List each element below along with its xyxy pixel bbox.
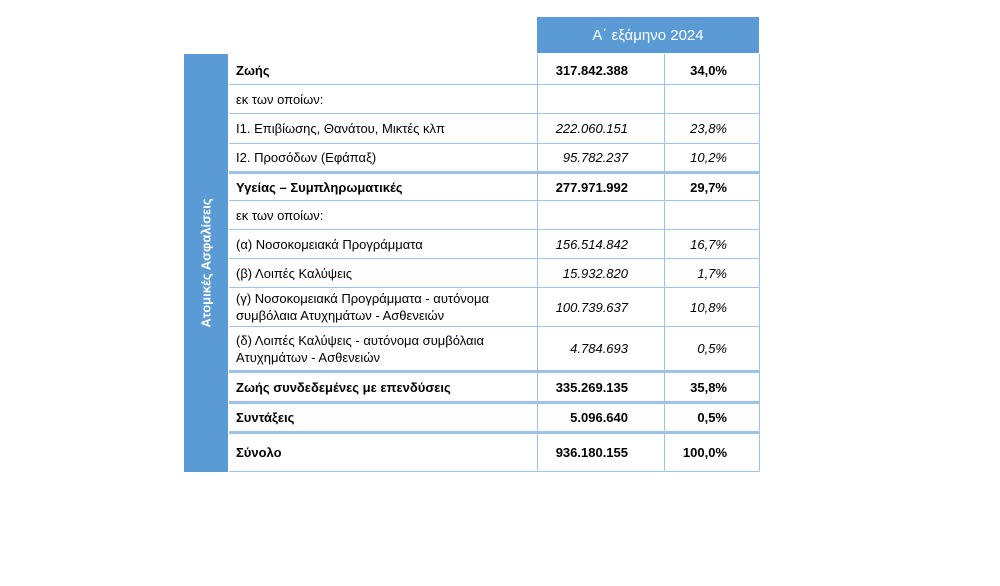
row-label: (β) Λοιπές Καλύψεις bbox=[236, 265, 353, 281]
row-value: 100.739.637 bbox=[555, 299, 628, 315]
table-row bbox=[229, 230, 759, 258]
row-value: 936.180.155 bbox=[555, 445, 628, 460]
total-row bbox=[229, 434, 759, 471]
table-row bbox=[229, 85, 759, 113]
row-label: εκ των οποίων: bbox=[236, 207, 324, 223]
row-label: Σύνολο bbox=[236, 445, 282, 460]
row-percent: 23,8% bbox=[690, 121, 727, 136]
row-percent: 10,2% bbox=[690, 150, 727, 165]
row-value: 156.514.842 bbox=[555, 236, 628, 252]
table-row bbox=[229, 327, 759, 370]
row-percent: 100,0% bbox=[682, 445, 727, 460]
table-row bbox=[229, 144, 759, 171]
row-label: Ζωής bbox=[236, 62, 270, 78]
row-label: Υγείας – Συμπληρωματικές bbox=[236, 179, 403, 195]
row-value: 277.971.992 bbox=[555, 179, 628, 195]
category-label: Ατομικές Ασφαλίσεις bbox=[198, 198, 214, 328]
row-value: 5.096.640 bbox=[570, 410, 628, 425]
row-value: 335.269.135 bbox=[555, 379, 628, 395]
period-header: Α΄ εξάμηνο 2024 bbox=[537, 17, 759, 53]
row-value: 4.784.693 bbox=[570, 341, 628, 356]
table-row bbox=[229, 56, 759, 84]
row-percent: 16,7% bbox=[690, 236, 727, 252]
row-value: 222.060.151 bbox=[555, 121, 628, 136]
table-row bbox=[229, 404, 759, 431]
table-row bbox=[229, 201, 759, 229]
row-label: Ι2. Προσόδων (Εφάπαξ) bbox=[236, 150, 377, 165]
row-percent: 0,5% bbox=[697, 410, 727, 425]
row-label: Συντάξεις bbox=[236, 410, 295, 425]
row-label: (α) Νοσοκομειακά Προγράμματα bbox=[236, 236, 423, 252]
row-percent: 1,7% bbox=[697, 265, 727, 281]
table-row bbox=[229, 259, 759, 287]
row-value: 15.932.820 bbox=[562, 265, 628, 281]
row-label: Ι1. Επιβίωσης, Θανάτου, Μικτές κλπ bbox=[236, 121, 446, 136]
table-row bbox=[229, 114, 759, 143]
category-sidebar bbox=[184, 54, 228, 472]
table-row bbox=[229, 373, 759, 401]
row-divider bbox=[229, 471, 759, 472]
row-label: (δ) Λοιπές Καλύψεις - αυτόνομα συμβόλαια Ατυχημάτων - Ασθενειών bbox=[236, 332, 484, 365]
table-row bbox=[229, 288, 759, 326]
row-percent: 35,8% bbox=[690, 379, 727, 395]
row-value: 317.842.388 bbox=[555, 62, 628, 78]
row-percent: 10,8% bbox=[690, 299, 727, 315]
row-label: εκ των οποίων: bbox=[236, 91, 324, 107]
row-value: 95.782.237 bbox=[562, 150, 628, 165]
row-percent: 0,5% bbox=[697, 341, 727, 356]
row-percent: 29,7% bbox=[690, 179, 727, 195]
row-label: Ζωής συνδεδεμένες με επενδύσεις bbox=[236, 379, 451, 395]
row-percent: 34,0% bbox=[690, 62, 727, 78]
row-label: (γ) Νοσοκομειακά Προγράμματα - αυτόνομα συμβόλαια Ατυχημάτων - Ασθενειών bbox=[236, 291, 490, 323]
table-row bbox=[229, 174, 759, 200]
column-divider bbox=[759, 54, 760, 472]
